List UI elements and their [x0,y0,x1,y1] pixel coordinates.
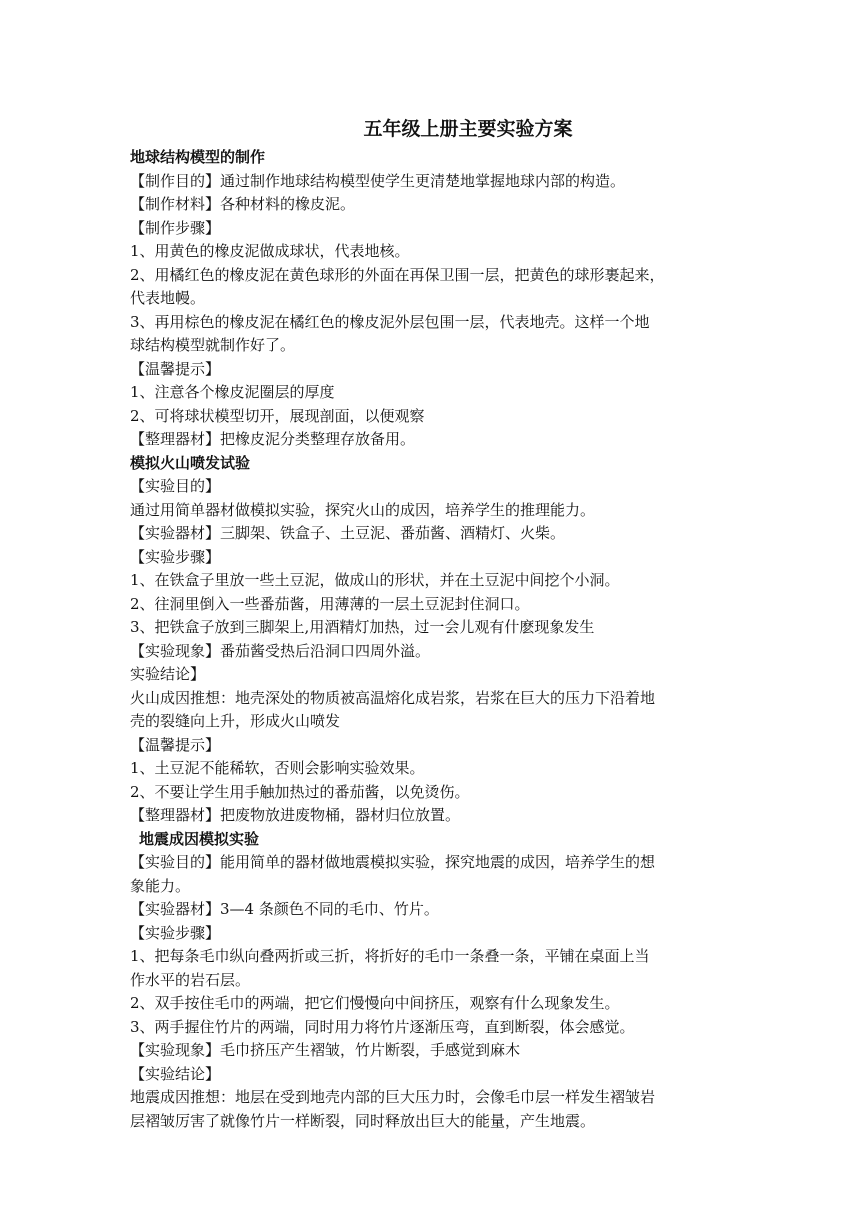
text-line: 【实验步骤】 [130,923,221,942]
text-line: 【实验器材】3—4 条颜色不同的毛巾、竹片。 [130,900,439,918]
text-line: 3、两手握住竹片的两端，同时用力将竹片逐渐压弯，直到断裂，体会感觉。 [130,1017,635,1036]
text-line: 【实验现象】毛巾挤压产生褶皱，竹片断裂，手感觉到麻木 [130,1041,521,1059]
text-line: 3、再用棕色的橡皮泥在橘红色的橡皮泥外层包围一层，代表地壳。这样一个地 [130,312,650,331]
text-line: 【实验步骤】 [130,547,221,566]
text-line: 【制作材料】各种材料的橡皮泥。 [130,195,356,213]
text-line: 代表地幔。 [130,289,206,307]
text-line: 球结构模型就制作好了。 [130,336,296,354]
document-body [130,146,736,1133]
text-line: 2、往洞里倒入一些番茄酱，用薄薄的一层土豆泥封住洞口。 [130,594,530,613]
text-line: 火山成因推想：地壳深处的物质被高温熔化成岩浆，岩浆在巨大的压力下沿着地 [130,688,656,707]
text-line: 2、用橘红色的橡皮泥在黄色球形的外面在再保卫围一层，把黄色的球形裹起来， [130,265,665,284]
text-line: 【制作步骤】 [130,218,221,237]
text-line: 【实验现象】番茄酱受热后沿洞口四周外溢。 [130,641,431,660]
text-line: 1、把每条毛巾纵向叠两折或三折，将折好的毛巾一条叠一条，平铺在桌面上当 [130,947,650,965]
section-heading: 模拟火山喷发试验 [130,453,251,472]
text-line: 【实验目的】 [130,477,221,495]
text-line: 【温馨提示】 [130,735,221,754]
text-line: 【整理器材】把橡皮泥分类整理存放备用。 [130,430,416,448]
text-line: 2、不要让学生用手触加热过的番茄酱，以免烫伤。 [130,782,470,801]
text-line: 【温馨提示】 [130,359,221,378]
text-line: 【实验器材】三脚架、铁盒子、土豆泥、番茄酱、酒精灯、火柴。 [130,524,566,542]
text-line: 通过用简单器材做模拟实验，探究火山的成因，培养学生的推理能力。 [130,500,596,519]
text-line: 1、土豆泥不能稀软，否则会影响实验效果。 [130,759,425,777]
text-line: 【制作目的】通过制作地球结构模型使学生更清楚地掌握地球内部的构造。 [130,171,626,190]
text-line: 壳的裂缝向上升，形成火山喷发 [130,712,341,730]
text-line: 层褶皱厉害了就像竹片一样断裂，同时释放出巨大的能量，产生地震。 [130,1111,596,1130]
document-page [130,112,736,1133]
document-title: 五年级上册主要实验方案 [363,118,573,140]
text-line: 作水平的岩石层。 [130,970,251,989]
text-line: 1、在铁盒子里放一些土豆泥，做成山的形状，并在土豆泥中间挖个小洞。 [130,571,620,589]
text-line: 3、把铁盒子放到三脚架上,用酒精灯加热，过一会儿观有什麽现象发生 [130,618,595,636]
text-line: 象能力。 [130,876,191,895]
text-line: 1、注意各个橡皮泥圈层的厚度 [130,383,335,401]
text-line: 地震成因推想：地层在受到地壳内部的巨大压力时，会像毛巾层一样发生褶皱岩 [130,1088,656,1106]
text-line: 实验结论】 [130,665,206,683]
text-line: 【实验目的】能用简单的器材做地震模拟实验，探究地震的成因，培养学生的想 [130,853,656,871]
text-line: 1、用黄色的橡皮泥做成球状，代表地核。 [130,242,410,260]
text-line: 【实验结论】 [130,1064,221,1083]
text-line: 【整理器材】把废物放进废物桶，器材归位放置。 [130,806,461,824]
section-heading: 地球结构模型的制作 [130,148,266,166]
text-line: 2、双手按住毛巾的两端，把它们慢慢向中间挤压，观察有什么现象发生。 [130,994,620,1012]
section-heading: 地震成因模拟实验 [139,829,260,848]
text-line: 2、可将球状模型切开，展现剖面，以便观察 [130,406,425,425]
